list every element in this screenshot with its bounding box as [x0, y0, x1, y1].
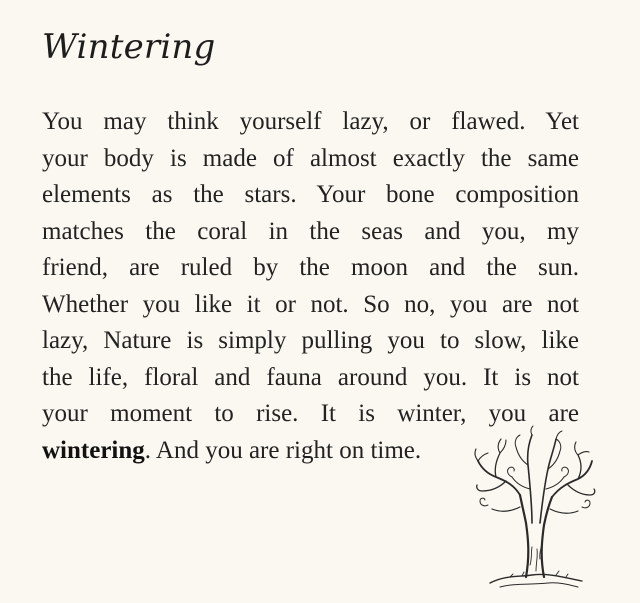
body-line: elements as the stars. Your bone composition: [42, 181, 579, 208]
body-line: You may think yourself lazy, or flawed. Yet: [42, 108, 579, 135]
bare-tree-icon: [470, 425, 600, 595]
body-line: matches the coral in the seas and you, my: [42, 217, 579, 245]
body-line: friend, are ruled by the moon and the sun.: [42, 254, 579, 281]
body-line-end: . And you are right on time.: [144, 436, 422, 464]
body-line: lazy, Nature is simply pulling you to slow, like: [42, 327, 579, 354]
body-line: your moment to rise. It is winter, you are: [42, 400, 579, 427]
body-line: Whether you like it or not. So no, you are not: [42, 290, 579, 318]
body-paragraph: [42, 104, 582, 469]
page-title: Wintering: [42, 27, 216, 67]
body-line: the life, floral and fauna around you. It is not: [42, 363, 579, 391]
body-line: your body is made of almost exactly the same: [42, 144, 579, 172]
emphasis-wintering: wintering: [42, 436, 145, 464]
